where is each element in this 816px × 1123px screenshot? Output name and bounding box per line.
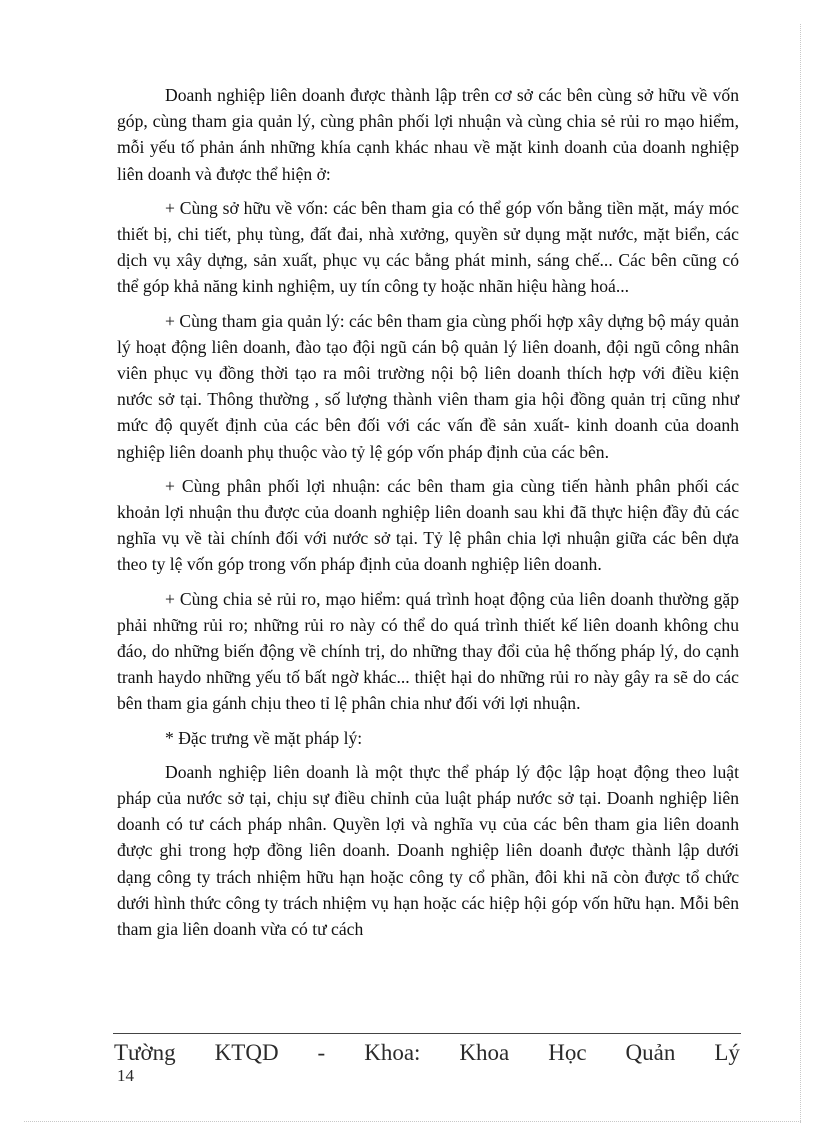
- paragraph-intro: Doanh nghiệp liên doanh được thành lập trên cơ sở các bên cùng sở hữu về vốn góp, cùng tham gia quản lý, cùng phân phối lợi nhuận và cùng chia sẻ rủi ro mạo hiểm, mỗi yếu tố phản ánh những khía cạnh khác nhau về mặt kinh doanh của doanh nghiệp liên doanh và được thể hiện ở:: [117, 85, 739, 184]
- page-edge-right: [800, 24, 801, 1123]
- footer-word: Tường: [114, 1040, 176, 1065]
- paragraph-profit-distribution: + Cùng phân phối lợi nhuận: các bên tham gia cùng tiến hành phân phối các khoản lợi nhuận thu được của doanh nghiệp liên doanh sau khi đã thực hiện đầy đủ các nghĩa vụ về tài chính đối với nước sở tại. Tỷ lệ phân chia lợi nhuận giữa các bên dựa theo ty lệ vốn góp trong vốn pháp định của doanh nghiệp liên doanh.: [117, 475, 739, 575]
- footer-word: Lý: [714, 1040, 740, 1065]
- footer-line: [114, 1038, 740, 1067]
- footer-word: Quản: [625, 1040, 676, 1065]
- footer-word: KTQD: [214, 1040, 279, 1065]
- page-number: 14: [117, 1066, 134, 1085]
- page-edge-bottom: [24, 1121, 801, 1122]
- document-body: [117, 82, 739, 950]
- footer-word: -: [317, 1040, 326, 1065]
- paragraph-joint-management: + Cùng tham gia quản lý: các bên tham gia cùng phối hợp xây dựng bộ máy quản lý hoạt động liên doanh, đào tạo đội ngũ cán bộ quản lý liên doanh, đội ngũ công nhân viên phục vụ đồng thời tạo ra môi trường nội bộ liên doanh thích hợp với điều kiện nước sở tại. Thông thường , số lượng thành viên tham gia hội đồng quản trị cũng như mức độ quyết định của các bên đối với các vấn đề sản xuất- kinh doanh của doanh nghiệp liên doanh phụ thuộc vào tỷ lệ góp vốn pháp định của các bên.: [117, 310, 739, 462]
- footer-word: Khoa:: [364, 1040, 421, 1065]
- footer-divider: [113, 1033, 741, 1034]
- paragraph-legal-entity: Doanh nghiệp liên doanh là một thực thể pháp lý độc lập hoạt động theo luật pháp của nước sở tại, chịu sự điều chỉnh của luật pháp nước sở tại. Doanh nghiệp liên doanh có tư cách pháp nhân. Quyền lợi và nghĩa vụ của các bên tham gia liên doanh được ghi trong hợp đồng liên doanh. Doanh nghiệp liên doanh được thành lập dưới dạng công ty trách nhiệm hữu hạn hoặc công ty cổ phần, đôi khi nã còn được tổ chức dưới hình thức công ty trách nhiệm vụ hạn hoặc các hiệp hội góp vốn hữu hạn. Mỗi bên tham gia liên doanh vừa có tư cách: [117, 761, 739, 940]
- section-heading-legal: * Đặc trưng về mặt pháp lý:: [165, 727, 363, 748]
- footer-word: Học: [548, 1040, 587, 1065]
- paragraph-capital-ownership: + Cùng sở hữu về vốn: các bên tham gia có thể góp vốn bằng tiền mặt, máy móc thiết bị, chi tiết, phụ tùng, đất đai, nhà xưởng, quyền sử dụng mặt nước, mặt biển, các dịch vụ xây dựng, sản xuất, phục vụ các bằng phát minh, sáng chế... Các bên cũng có thể góp khả năng kinh nghiệm, uy tín công ty hoặc nhãn hiệu hàng hoá...: [117, 197, 739, 297]
- footer-word: Khoa: [459, 1040, 510, 1065]
- paragraph-risk-sharing: + Cùng chia sẻ rủi ro, mạo hiểm: quá trình hoạt động của liên doanh thường gặp phải những rủi ro; những rủi ro này có thể do quá trình thiết kế liên doanh không chu đáo, do những biến động về chính trị, do những thay đổi của hệ thống pháp lý, do cạnh tranh haydo những yếu tố bất ngờ khác... thiệt hại do những rủi ro này gây ra sẽ do các bên tham gia gánh chịu theo tỉ lệ phân chia như đối với lợi nhuận.: [117, 588, 739, 714]
